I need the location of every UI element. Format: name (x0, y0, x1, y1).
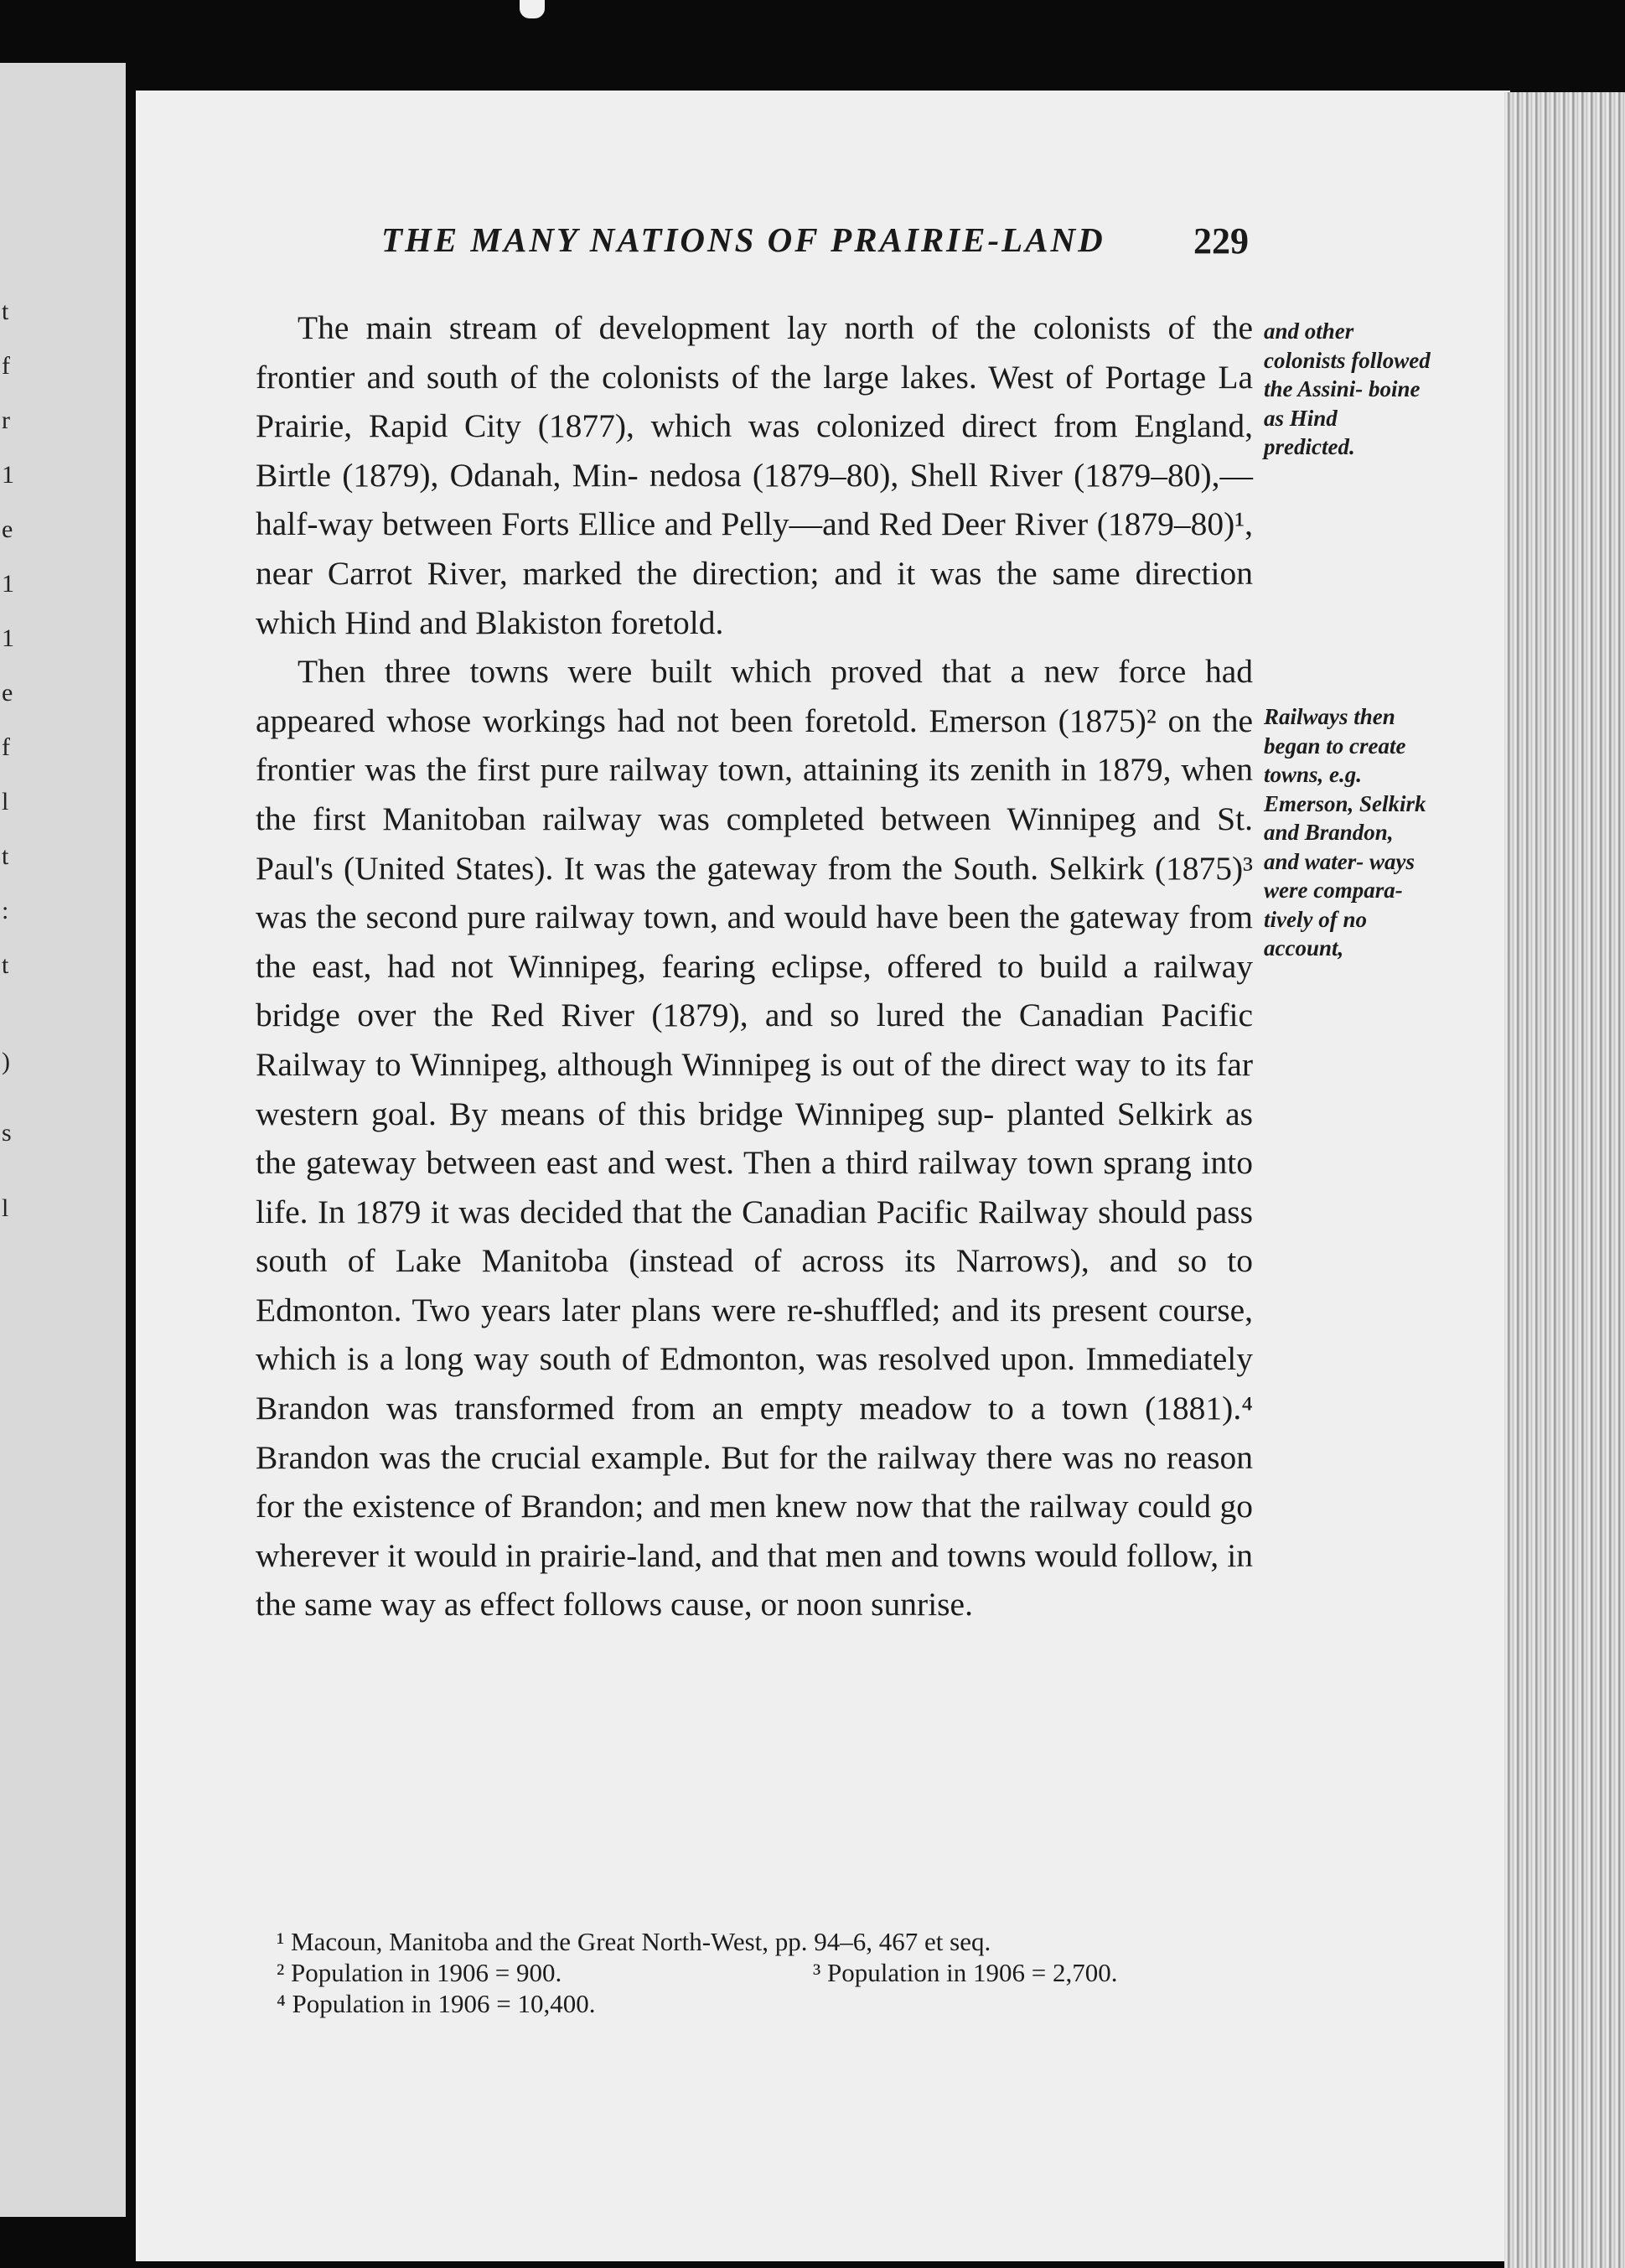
facing-page-letter: s (2, 1119, 12, 1147)
facing-page-letter: r (2, 406, 10, 434)
footnote: ² Population in 1906 = 900. (277, 1958, 562, 1987)
footnote: ¹ Macoun, Manitoba and the Great North-West, pp. 94–6, 467 et seq. (277, 1927, 991, 1956)
footnote: ⁴ Population in 1906 = 10,400. (277, 1989, 596, 2018)
facing-page-letter: e (2, 515, 13, 543)
margin-note: and other colonists followed the Assini- boine as Hind predicted. (1264, 318, 1431, 459)
running-title: THE MANY NATIONS OF PRAIRIE-LAND (381, 220, 1105, 259)
page-number: 229 (1193, 220, 1249, 261)
facing-page-letter: t (2, 951, 9, 979)
facing-page-letter: 1 (2, 461, 14, 489)
footnote-row (277, 1957, 1265, 1988)
facing-page-letter: e (2, 679, 13, 707)
facing-page-letter: t (2, 298, 9, 325)
page-edges (1504, 92, 1625, 2268)
facing-page-letter: : (2, 897, 9, 924)
paragraph: Then three towns were built which proved that a new force had appeared whose workings had not been foretold. Emerson (1875)² on the frontier was the first pure railway town, attaining its zenith in 1879, when the first Manitoban railway was completed between Winnipeg and St. Paul's (United States). It was the gateway from the South. Selkirk (1875)³ was the second pure railway town, and would have been the gateway from the east, had not Winnipeg, fearing eclipse, offered to build a railway bridge over the Red River (1879), and so lured the Canadian Pacific Railway to Winnipeg, although Winnipeg is out of the direct way to its far western goal. By means of this bridge Winnipeg sup- planted Selkirk as the gateway between east and west. Then a third railway town sprang into life. In 1879 it was decided that the Canadian Pacific Railway should pass south of Lake Manitoba (instead of across its Narrows), and so to Edmonton. Two years later plans were re-shuffled; and its present course, which is a long way south of Edmonton, was resolved upon. Immediately Brandon was transformed from an empty meadow to a town (1881).⁴ Brandon was the crucial example. But for the railway there was no reason for the existence of Brandon; and men knew now that the railway could go wherever it would in prairie-land, and that men and towns would follow, in the same way as effect follows cause, or noon sunrise. (256, 653, 1253, 1623)
facing-page-letter: f (2, 733, 10, 761)
facing-page-letter: ) (2, 1048, 10, 1075)
facing-page-letter: 1 (2, 624, 14, 652)
facing-page-letter: 1 (2, 570, 14, 598)
facing-page-letter: l (2, 788, 9, 816)
margin-note: Railways then began to create towns, e.g. Emerson, Selkirk and Brandon, and water- ways were compara- tively of no account, (1264, 704, 1426, 961)
facing-page-letter: l (2, 1194, 9, 1222)
footnotes (277, 1926, 1265, 2019)
binding-mark (520, 0, 545, 18)
paragraph: The main stream of development lay north of the colonists of the frontier and south of the colonists of the large lakes. West of Portage La Prairie, Rapid City (1877), which was colonized direct from England, Birtle (1879), Odanah, Min- nedosa (1879–80), Shell River (1879–80),—half-way between Forts Ellice and Pelly—and Red Deer River (1879–80)¹, near Carrot River, marked the direction; and it was the same direction which Hind and Blakiston foretold. (256, 309, 1253, 641)
facing-page-edge (0, 63, 126, 2217)
facing-page-letter: f (2, 352, 10, 380)
footnote: ³ Population in 1906 = 2,700. (813, 1958, 1118, 1987)
facing-page-letter: t (2, 842, 9, 870)
body-text (256, 303, 1253, 1629)
